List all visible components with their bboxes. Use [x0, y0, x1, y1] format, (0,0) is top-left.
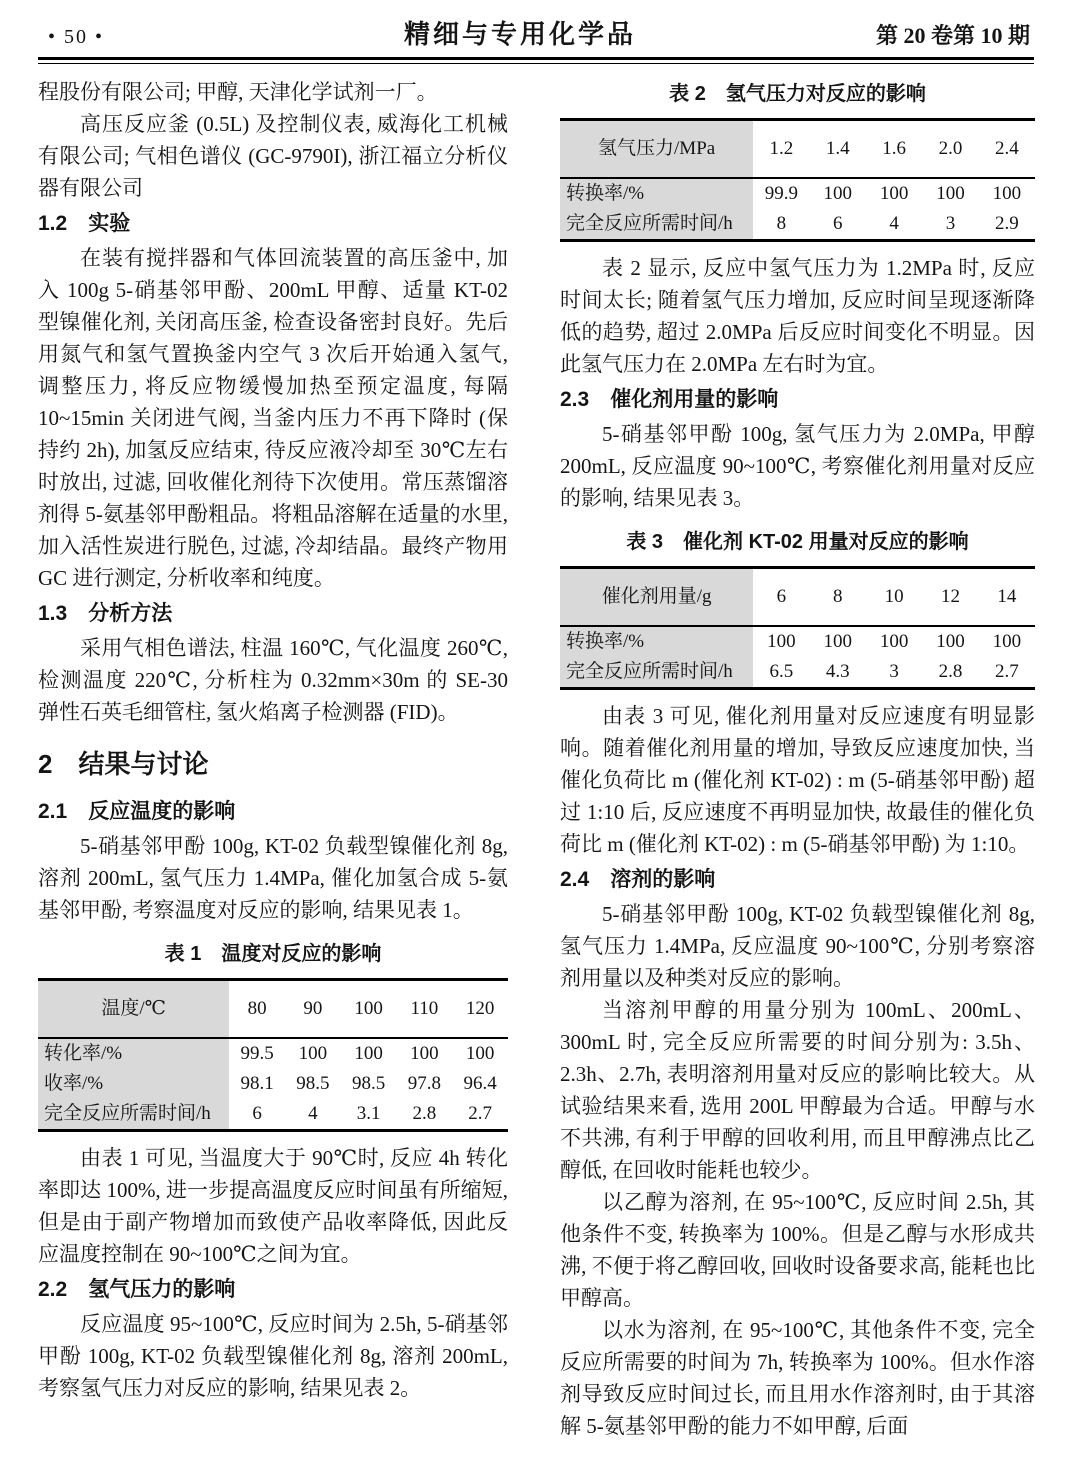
table-cell: 100 — [936, 631, 965, 652]
table-cell: 100 — [992, 183, 1022, 204]
table-header-label: 氢气压力/MPa — [560, 120, 753, 179]
section-heading-2-2: 2.2 氢气压力的影响 — [38, 1278, 236, 1301]
paragraph: 以水为溶剂, 在 95~100℃, 其他条件不变, 完全反应所需要的时间为 7h, 转换率为 100%。但水作溶剂导致反应时间过长, 而且用水作溶剂时, 由于其溶解 5-氨基邻甲酚的能力不如甲醇, 后面 — [560, 1318, 1035, 1438]
section-heading-2-3: 2.3 催化剂用量的影响 — [560, 388, 779, 411]
table-header-value: 120 — [452, 980, 508, 1039]
table-header-value: 2.0 — [922, 120, 978, 179]
table-cell: 8 — [776, 213, 787, 234]
table-cell: 98.5 — [352, 1073, 386, 1094]
table-row — [560, 568, 1035, 627]
table-cell: 2.7 — [468, 1103, 492, 1124]
table-cell: 3.1 — [356, 1103, 381, 1124]
paragraph: 表 2 显示, 反应中氢气压力为 1.2MPa 时, 反应时间太长; 随着氢气压力增加, 反应时间呈现逐渐降低的趋势, 超过 2.0MPa 后反应时间变化不明显。因此氢气压力在 2.0MPa 左右时为宜。 — [560, 256, 1035, 376]
table-cell: 6 — [252, 1103, 262, 1124]
table-cell: 2.9 — [994, 213, 1019, 234]
page-body — [0, 64, 1068, 1442]
table-cell: 3 — [889, 661, 899, 682]
page-number: • 50 • — [48, 26, 105, 48]
table-2-caption: 表 2 氢气压力对反应的影响 — [669, 83, 926, 105]
table-row — [38, 1069, 508, 1099]
table-header-value: 12 — [922, 568, 978, 627]
table-header-value: 10 — [866, 568, 922, 627]
paragraph: 5-硝基邻甲酚 100g, KT-02 负载型镍催化剂 8g, 氢气压力 1.4MPa, 反应温度 90~100℃, 分别考察溶剂用量以及种类对反应的影响。 — [560, 902, 1035, 990]
table-cell: 97.8 — [407, 1073, 441, 1094]
table-cell: 100 — [823, 631, 853, 652]
paragraph: 当溶剂甲醇的用量分别为 100mL、200mL、300mL 时, 完全反应所需要的时间分别为: 3.5h、2.3h、2.7h, 表明溶剂用量对反应的影响比较大。从试验结果来看, 选用 200L 甲醇最为合适。甲醇与水不共沸, 有利于甲醇的回收利用, 而且甲醇沸点比乙醇低, 在回收时能耗也较少。 — [560, 998, 1035, 1182]
table-row-label: 完全反应所需时间/h — [560, 209, 753, 241]
table-header-value: 6 — [753, 568, 809, 627]
table-row-label: 收率/% — [38, 1069, 229, 1099]
table-cell: 100 — [767, 631, 796, 652]
header-rule — [38, 57, 1034, 64]
table-header-value: 8 — [810, 568, 866, 627]
table-cell: 2.8 — [412, 1103, 437, 1124]
table-row — [38, 980, 508, 1039]
running-head — [0, 0, 1068, 57]
table-cell: 4 — [308, 1103, 318, 1124]
table-header-value: 1.2 — [753, 120, 809, 179]
section-heading-1-2: 1.2 实验 — [38, 212, 131, 235]
table-header-value: 2.4 — [979, 120, 1035, 179]
table-header-value: 90 — [285, 980, 341, 1039]
issue-info: 第 20 卷第 10 期 — [875, 23, 1030, 48]
table-header-value: 80 — [229, 980, 285, 1039]
paragraph: 5-硝基邻甲酚 100g, KT-02 负载型镍催化剂 8g, 溶剂 200mL, 氢气压力 1.4MPa, 催化加氢合成 5-氨基邻甲酚, 考察温度对反应的影响, 结果见表 1。 — [38, 834, 508, 922]
table-row-label: 转化率/% — [38, 1038, 229, 1069]
table-row — [38, 1099, 508, 1131]
table-row — [38, 1038, 508, 1069]
table-row — [560, 209, 1035, 241]
paragraph: 程股份有限公司; 甲醇, 天津化学试剂一厂。 — [38, 80, 438, 104]
section-heading-2-4: 2.4 溶剂的影响 — [560, 868, 716, 891]
table-cell: 6.5 — [769, 661, 794, 682]
table-header-value: 110 — [397, 980, 453, 1039]
section-heading-1-3: 1.3 分析方法 — [38, 602, 173, 625]
table-1-caption: 表 1 温度对反应的影响 — [164, 943, 382, 965]
journal-title: 精细与专用化学品 — [403, 20, 636, 49]
table-cell: 4.3 — [825, 661, 850, 682]
table-2 — [560, 118, 1035, 242]
paragraph: 高压反应釜 (0.5L) 及控制仪表, 威海化工机械有限公司; 气相色谱仪 (GC-9790I), 浙江福立分析仪器有限公司 — [38, 112, 508, 200]
table-cell: 2.7 — [994, 661, 1019, 682]
table-row-label: 完全反应所需时间/h — [560, 657, 753, 689]
table-row — [560, 120, 1035, 179]
table-header-label: 温度/℃ — [38, 980, 229, 1039]
table-header-value: 1.6 — [866, 120, 922, 179]
table-cell: 100 — [879, 183, 909, 204]
table-cell: 100 — [298, 1043, 328, 1064]
table-cell: 98.5 — [296, 1073, 330, 1094]
table-row-label: 完全反应所需时间/h — [38, 1099, 229, 1131]
table-cell: 99.9 — [764, 183, 799, 204]
table-cell: 4 — [889, 213, 899, 234]
table-header-label: 催化剂用量/g — [560, 568, 753, 627]
right-column — [560, 76, 1035, 1442]
table-cell: 100 — [936, 183, 965, 204]
paragraph: 由表 3 可见, 催化剂用量对反应速度有明显影响。随着催化剂用量的增加, 导致反应速度加快, 当催化负荷比 m (催化剂 KT-02) : m (5-硝基邻甲酚) 超过 1:10 后, 反应速度不再明显加快, 故最佳的催化负荷比 m (催化剂 KT-02) : m (5-硝基邻甲酚) 为 1:10。 — [560, 704, 1035, 856]
paragraph: 反应温度 95~100℃, 反应时间为 2.5h, 5-硝基邻甲酚 100g, KT-02 负载型镍催化剂 8g, 溶剂 200mL, 考察氢气压力对反应的影响, 结果见表 2。 — [38, 1312, 508, 1400]
table-cell: 98.1 — [240, 1073, 274, 1094]
table-3 — [560, 566, 1035, 690]
table-cell: 96.4 — [463, 1073, 497, 1094]
table-cell: 99.5 — [240, 1043, 274, 1064]
table-cell: 6 — [833, 213, 843, 234]
table-row-label: 转换率/% — [560, 178, 753, 209]
table-cell: 100 — [823, 183, 853, 204]
table-header-value: 1.4 — [810, 120, 866, 179]
table-cell: 100 — [879, 631, 909, 652]
table-cell: 2.8 — [938, 661, 963, 682]
table-cell: 100 — [992, 631, 1022, 652]
table-cell: 3 — [945, 213, 956, 234]
paragraph: 5-硝基邻甲酚 100g, 氢气压力为 2.0MPa, 甲醇 200mL, 反应温度 90~100℃, 考察催化剂用量对反应的影响, 结果见表 3。 — [560, 422, 1035, 510]
paragraph: 由表 1 可见, 当温度大于 90℃时, 反应 4h 转化率即达 100%, 进一步提高温度反应时间虽有所缩短, 但是由于副产物增加而致使产品收率降低, 因此反应温度控制在 90~100℃之间为宜。 — [38, 1146, 508, 1266]
table-cell: 100 — [410, 1043, 439, 1064]
left-column — [38, 76, 508, 1442]
table-header-value: 100 — [341, 980, 397, 1039]
table-row — [560, 178, 1035, 209]
section-heading-2: 2 结果与讨论 — [38, 749, 209, 779]
table-1 — [38, 978, 508, 1132]
paragraph: 在装有搅拌器和气体回流装置的高压釜中, 加入 100g 5-硝基邻甲酚、200mL 甲醇、适量 KT-02 型镍催化剂, 关闭高压釜, 检查设备密封良好。先后用氮气和氢气置换釜内空气 3 次后开始通入氢气, 调整压力, 将反应物缓慢加热至预定温度, 每隔 10~15min 关闭进气阀, 当釜内压力不再下降时 (保持约 2h), 加氢反应结束, 待反应液冷却至 30℃左右时放出, 过滤, 回收催化剂待下次使用。常压蒸馏溶剂得 5-氨基邻甲酚粗品。将粗品溶解在适量的水里, 加入活性炭进行脱色, 过滤, 冷却结晶。最终产物用 GC 进行测定, 分析收率和纯度。 — [38, 246, 508, 590]
paragraph: 采用气相色谱法, 柱温 160℃, 气化温度 260℃, 检测温度 220℃, 分析柱为 0.32mm×30m 的 SE-30 弹性石英毛细管柱, 氢火焰离子检测器 (FID)。 — [38, 636, 508, 724]
table-row — [560, 626, 1035, 657]
table-cell: 100 — [354, 1043, 383, 1064]
table-3-caption: 表 3 催化剂 KT-02 用量对反应的影响 — [626, 531, 969, 553]
table-row-label: 转换率/% — [560, 626, 753, 657]
paragraph: 以乙醇为溶剂, 在 95~100℃, 反应时间 2.5h, 其他条件不变, 转换率为 100%。但是乙醇与水形成共沸, 不便于将乙醇回收, 回收时设备要求高, 能耗也比甲醇高。 — [560, 1190, 1035, 1310]
table-header-value: 14 — [979, 568, 1035, 627]
section-heading-2-1: 2.1 反应温度的影响 — [38, 800, 236, 823]
table-row — [560, 657, 1035, 689]
table-cell: 100 — [465, 1043, 495, 1064]
